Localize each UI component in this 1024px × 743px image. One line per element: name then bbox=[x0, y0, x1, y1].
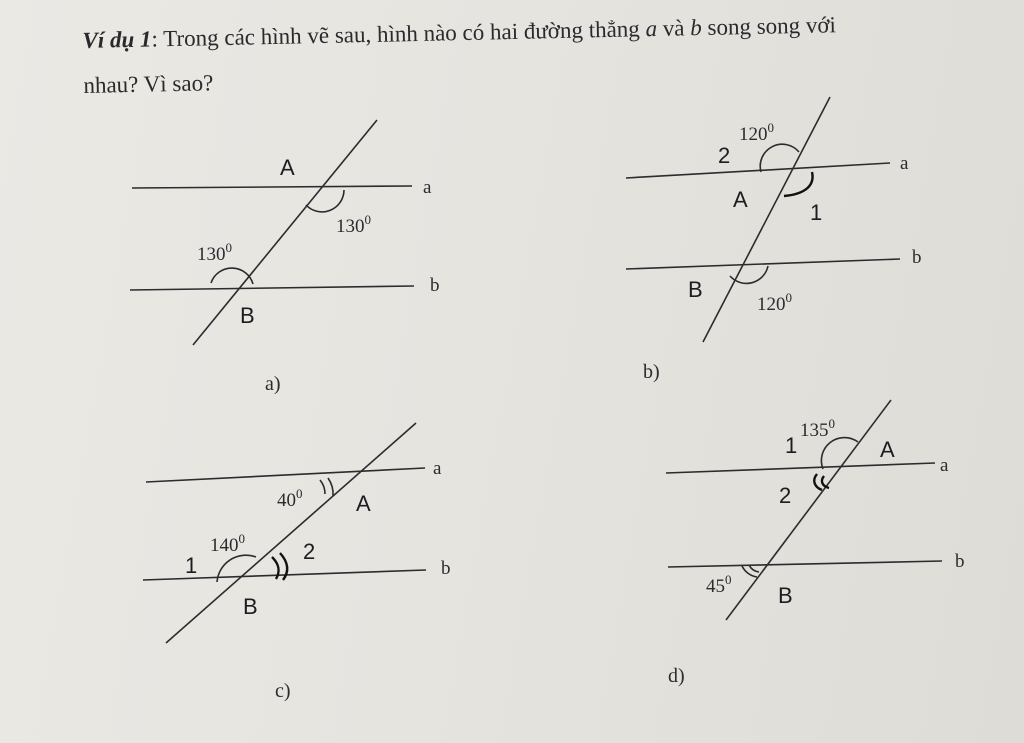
angle-arc-B bbox=[211, 268, 253, 284]
point-B-label: B bbox=[243, 594, 258, 619]
line-b-label: b bbox=[955, 551, 965, 572]
point-B-label: B bbox=[240, 303, 255, 328]
point-A-label: A bbox=[880, 437, 895, 462]
angle-B-label: $45^0$ bbox=[706, 572, 732, 597]
angle-arc-B-2 bbox=[749, 565, 759, 572]
caption-c: c) bbox=[275, 680, 291, 702]
line-a bbox=[146, 468, 425, 482]
number-2-label: 2 bbox=[779, 483, 792, 508]
caption-d: d) bbox=[668, 665, 685, 687]
angle-A-label: $40^0$ bbox=[277, 486, 303, 511]
line-a bbox=[132, 186, 412, 188]
line-b bbox=[668, 561, 942, 567]
line-a-label: a bbox=[433, 458, 442, 479]
figure-c bbox=[143, 423, 451, 702]
caption-a: a) bbox=[265, 373, 281, 395]
problem-question: nhau? Vì sao? bbox=[83, 70, 214, 98]
problem-statement: Ví dụ 1: Trong các hình vẽ sau, hình nào có hai đường thẳng a và b song song với nhau? Vì sao? bbox=[82, 12, 837, 98]
point-A-label: A bbox=[280, 155, 295, 180]
number-1-label: 1 bbox=[810, 200, 823, 225]
angle-arc-A-1 bbox=[320, 480, 325, 494]
angle-top-label: $120^0$ bbox=[739, 120, 774, 145]
number-1-label: 1 bbox=[185, 553, 198, 578]
line-b-label: b bbox=[430, 275, 440, 296]
line-b-label: b bbox=[441, 558, 451, 579]
number-2-label: 2 bbox=[303, 539, 316, 564]
handwritten-arc-2 bbox=[280, 553, 287, 580]
angle-A-label: $130^0$ bbox=[336, 212, 371, 237]
variable-b: b bbox=[689, 15, 703, 41]
number-2-label: 2 bbox=[718, 143, 731, 168]
line-a bbox=[626, 163, 890, 178]
line-b bbox=[626, 259, 900, 269]
problem-label: Ví dụ 1 bbox=[82, 26, 152, 53]
angle-B-label: $130^0$ bbox=[197, 240, 232, 265]
point-B-label: B bbox=[688, 277, 703, 302]
line-a-label: a bbox=[900, 153, 909, 174]
point-B-label: B bbox=[778, 583, 793, 608]
angle-A-label: $135^0$ bbox=[800, 416, 835, 441]
transversal bbox=[166, 423, 416, 643]
figure-d bbox=[666, 400, 965, 687]
line-b bbox=[130, 286, 414, 290]
angle-arc-A-2 bbox=[328, 478, 333, 496]
variable-a: a bbox=[645, 15, 658, 42]
caption-b: b) bbox=[643, 361, 660, 383]
angle-arc-A bbox=[821, 438, 858, 469]
handwritten-arc bbox=[784, 172, 813, 196]
line-b-label: b bbox=[912, 247, 922, 268]
line-a-label: a bbox=[423, 177, 432, 198]
line-a-label: a bbox=[940, 455, 949, 476]
point-A-label: A bbox=[733, 187, 748, 212]
angle-B-label: $140^0$ bbox=[210, 531, 245, 556]
point-A-label: A bbox=[356, 491, 371, 516]
handwritten-arc-2 bbox=[822, 476, 829, 488]
line-a bbox=[666, 463, 935, 473]
number-1-label: 1 bbox=[785, 433, 798, 458]
figure-b bbox=[626, 97, 922, 383]
angle-bottom-label: $120^0$ bbox=[757, 290, 792, 315]
angle-arc-bottom bbox=[730, 266, 768, 283]
figure-a bbox=[130, 120, 440, 395]
